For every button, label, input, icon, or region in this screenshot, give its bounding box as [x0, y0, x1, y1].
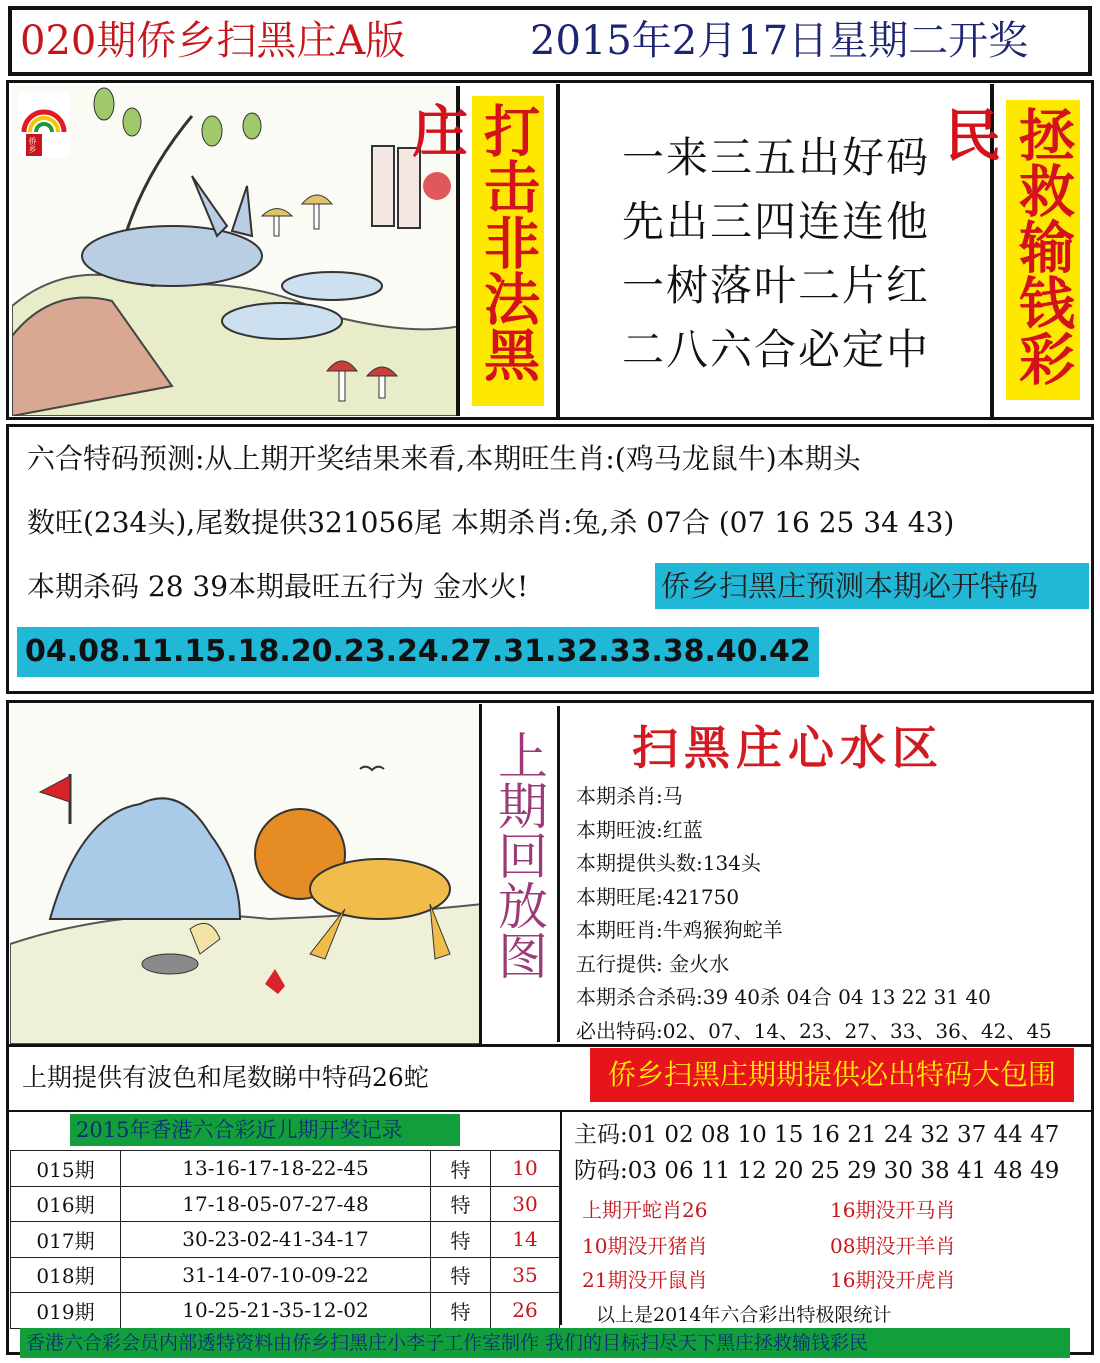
right-slogan: 拯救输钱彩民 — [1006, 100, 1080, 400]
left-slogan-panel — [403, 84, 560, 418]
tip-item: 本期提供头数:134头 — [576, 851, 761, 875]
defense-codes: 防码:03 06 11 12 20 25 29 30 38 41 48 49 — [574, 1158, 1060, 1184]
history-title: 2015年香港六合彩近儿期开奖记录 — [70, 1114, 460, 1146]
prediction-line-2: 数旺(234头),尾数提供321056尾 本期杀肖:兔,杀 07合 (07 16 25 34 43) — [27, 506, 955, 539]
divider — [6, 1044, 1094, 1047]
table-row — [11, 1222, 560, 1258]
rabbit-illustration — [12, 86, 460, 416]
issue-title: 020期侨乡扫黑庄A版 — [20, 18, 406, 64]
special-label: 特 — [431, 1257, 491, 1293]
prediction-section — [6, 424, 1094, 694]
tip-item: 本期旺波:红蓝 — [576, 817, 703, 842]
footer-banner: 香港六合彩会员内部透特资料由侨乡扫黑庄小李子工作室制作 我们的目标扫尽天下黑庄拯救输钱彩民 — [20, 1328, 1070, 1358]
table-row — [11, 1257, 560, 1293]
special-number: 10 — [491, 1151, 560, 1187]
poem-line-4: 二八六合必定中 — [622, 325, 931, 374]
table-row — [11, 1151, 560, 1187]
tip-item: 本期杀肖:马 — [576, 784, 683, 808]
special-label: 特 — [431, 1293, 491, 1329]
stat-item: 10期没开猪肖 — [582, 1234, 708, 1258]
promo-banner: 侨乡扫黑庄期期提供必出特码大包围 — [590, 1048, 1074, 1102]
stats-note: 以上是2014年六合彩出特极限统计 — [596, 1304, 892, 1326]
tip-item: 本期杀合杀码:39 40杀 04合 04 13 22 31 40 — [576, 985, 991, 1009]
tip-item: 本期旺肖:牛鸡猴狗蛇羊 — [576, 918, 783, 942]
stat-item: 21期没开鼠肖 — [582, 1268, 708, 1292]
divider — [560, 1110, 562, 1325]
tip-item: 必出特码:02、07、14、23、27、33、36、42、45 — [576, 1018, 1052, 1043]
last-replay-label: 上期回放图 — [484, 706, 560, 1042]
special-label: 特 — [431, 1222, 491, 1258]
divider — [562, 1110, 1092, 1112]
special-number: 26 — [491, 1293, 560, 1329]
poem-line-3: 一树落叶二片红 — [622, 261, 931, 310]
draw-date: 2015年2月17日星期二开奖 — [530, 18, 1029, 64]
last-result: 上期提供有波色和尾数睇中特码26蛇 — [22, 1063, 429, 1092]
issue-cell: 015期 — [11, 1151, 121, 1187]
numbers-cell: 13-16-17-18-22-45 — [121, 1151, 431, 1187]
numbers-cell: 17-18-05-07-27-48 — [121, 1186, 431, 1222]
poem-line-2: 先出三四连连他 — [622, 197, 931, 246]
special-number: 30 — [491, 1186, 560, 1222]
prediction-line-3: 本期杀码 28 39本期最旺五行为 金水火! — [27, 570, 529, 603]
special-number: 14 — [491, 1222, 560, 1258]
numbers-cell: 30-23-02-41-34-17 — [121, 1222, 431, 1258]
issue-cell: 019期 — [11, 1293, 121, 1329]
stat-item: 16期没开虎肖 — [830, 1268, 956, 1292]
issue-cell: 017期 — [11, 1222, 121, 1258]
stat-item: 上期开蛇肖26 — [582, 1198, 708, 1222]
table-row — [11, 1186, 560, 1222]
stat-item: 16期没开马肖 — [830, 1198, 956, 1222]
main-codes: 主码:01 02 08 10 15 16 21 24 32 37 44 47 — [574, 1122, 1060, 1148]
special-numbers: 04.08.11.15.18.20.23.24.27.31.32.33.38.40.42 — [17, 627, 819, 677]
stat-item: 08期没开羊肖 — [830, 1234, 956, 1258]
tip-item: 本期旺尾:421750 — [576, 884, 740, 909]
special-label: 特 — [431, 1186, 491, 1222]
lion-illustration — [10, 704, 482, 1044]
tip-item: 五行提供: 金火水 — [576, 951, 730, 976]
special-label: 特 — [431, 1151, 491, 1187]
tips-heading: 扫黑庄心水区 — [632, 721, 944, 775]
numbers-cell: 31-14-07-10-09-22 — [121, 1257, 431, 1293]
issue-cell: 016期 — [11, 1186, 121, 1222]
special-number: 35 — [491, 1257, 560, 1293]
left-slogan: 打击非法黑庄 — [472, 96, 544, 406]
logo-text: 侨乡 — [28, 137, 37, 153]
poem-line-1: 一来三五出好码 — [622, 133, 931, 182]
tips-panel — [562, 704, 1092, 1044]
divider — [8, 1110, 560, 1112]
poem-panel — [562, 84, 994, 418]
table-row — [11, 1293, 560, 1329]
prediction-line-1: 六合特码预测:从上期开奖结果来看,本期旺生肖:(鸡马龙鼠牛)本期头 — [27, 442, 861, 475]
history-table — [10, 1150, 560, 1329]
page-title-bar — [8, 6, 1092, 76]
logo — [18, 92, 70, 158]
numbers-cell: 10-25-21-35-12-02 — [121, 1293, 431, 1329]
issue-cell: 018期 — [11, 1257, 121, 1293]
prediction-highlight: 侨乡扫黑庄预测本期必开特码 — [655, 563, 1089, 609]
